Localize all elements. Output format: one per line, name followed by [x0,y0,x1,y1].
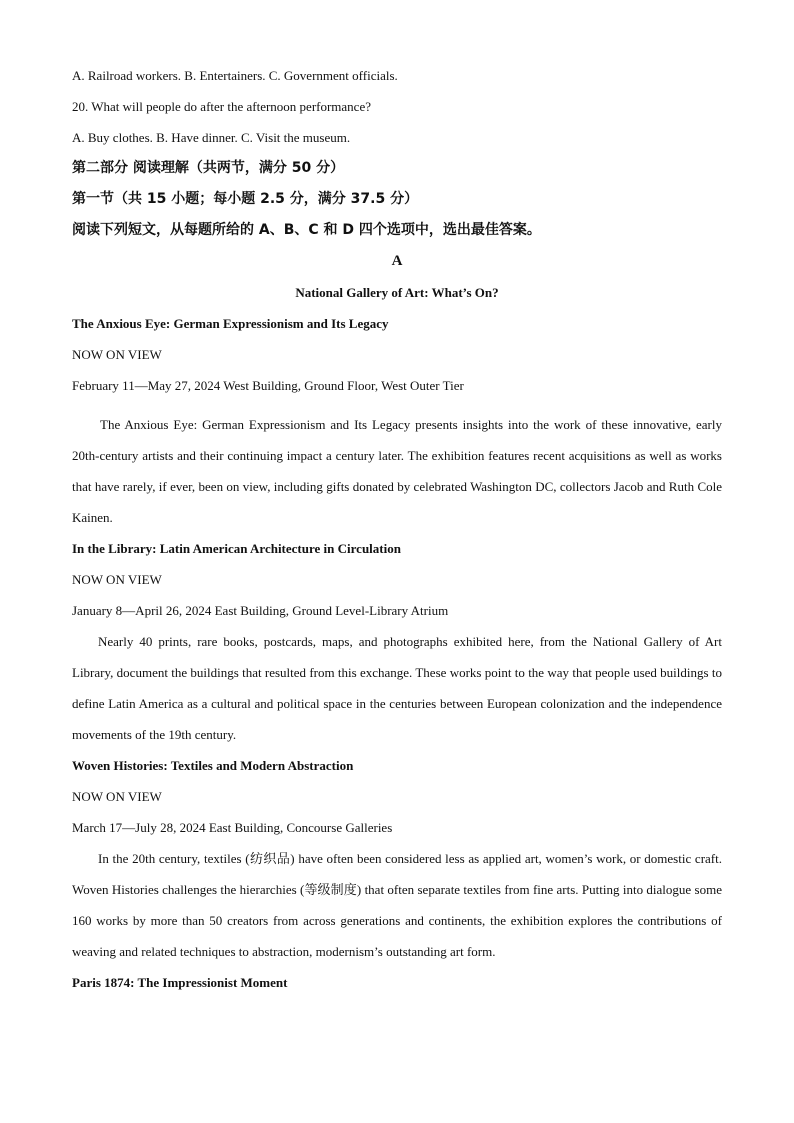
passage-letter: A [391,253,403,269]
exhibition-title: In the Library: Latin American Architecture in Circulation [72,541,401,556]
exhibition-status: NOW ON VIEW [72,789,162,804]
exhibition-dates: March 17—July 28, 2024 East Building, Concourse Galleries [72,820,393,835]
exhibition-title: The Anxious Eye: German Expressionism and Its Legacy [72,316,389,331]
section-part-heading: 第二部分 阅读理解（共两节，满分 50 分） [72,160,345,176]
exhibition-title: Woven Histories: Textiles and Modern Abstraction [72,758,354,773]
exhibition-status: NOW ON VIEW [72,347,162,362]
document-page [72,60,722,998]
exhibition-description: The Anxious Eye: German Expressionism and Its Legacy presents insights into the work of these innovative, early 20th-century artists and their continuing impact a century later. The exhibition features recent acquisitions as well as works that have rarely, if ever, been on view, including gifts donated by celebrated Washington DC, collectors Jacob and Ruth Cole Kainen. [72,417,722,525]
exhibition-description: In the 20th century, textiles (纺织品) have often been considered less as applied art, women’s work, or domestic craft. Woven Histories challenges the hierarchies (等级制度) that often separate textiles from fine arts. Putting into dialogue some 160 works by more than 50 creators from across generations and continents, the exhibition explores the contributions of weaving and related techniques to abstraction, modernism’s outstanding art form. [72,851,722,959]
exhibition-description: Nearly 40 prints, rare books, postcards, maps, and photographs exhibited here, from the National Gallery of Art Library, document the buildings that resulted from this exchange. These works point to the way that people used buildings to define Latin America as a cultural and political space in the centuries between European colonization and the independence movements of the 19th century. [72,634,722,742]
exhibition-status: NOW ON VIEW [72,572,162,587]
question-20-options: A. Buy clothes. B. Have dinner. C. Visit the museum. [72,130,351,145]
section-one-heading: 第一节（共 15 小题；每小题 2.5 分，满分 37.5 分） [72,191,419,207]
exhibition-dates: January 8—April 26, 2024 East Building, Ground Level-Library Atrium [72,603,449,618]
instructions: 阅读下列短文，从每题所给的 A、B、C 和 D 四个选项中，选出最佳答案。 [72,222,541,238]
exhibition-dates: February 11—May 27, 2024 West Building, Ground Floor, West Outer Tier [72,378,464,393]
exhibition-title: Paris 1874: The Impressionist Moment [72,975,288,990]
passage-title: National Gallery of Art: What’s On? [295,285,499,300]
question-20-text: 20. What will people do after the afternoon performance? [72,99,371,114]
question-19-options: A. Railroad workers. B. Entertainers. C. Government officials. [72,68,398,83]
